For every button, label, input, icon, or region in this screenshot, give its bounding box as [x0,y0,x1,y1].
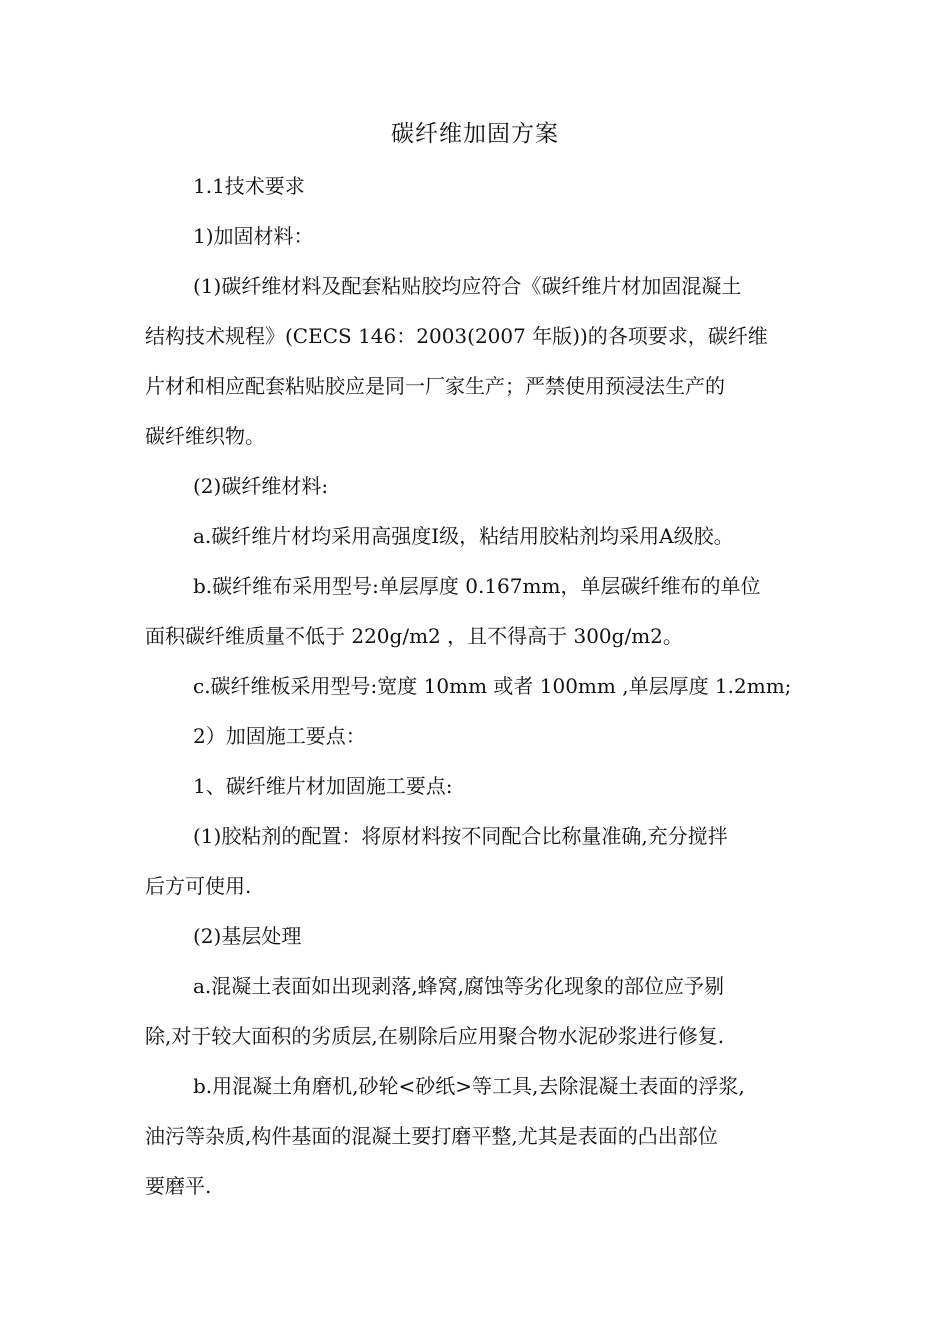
paragraph-line: (1)胶粘剂的配置：将原材料按不同配合比称量准确,充分搅拌 [193,824,728,848]
paragraph-line: c.碳纤维板采用型号:宽度 10mm 或者 100mm ,单层厚度 1.2mm; [193,674,792,698]
paragraph-line: 要磨平. [145,1174,212,1198]
paragraph-line: 结构技术规程》(CECS 146：2003(2007 年版))的各项要求，碳纤维 [145,324,768,348]
paragraph-line: (1)碳纤维材料及配套粘贴胶均应符合《碳纤维片材加固混凝土 [193,274,742,298]
paragraph-line: 碳纤维织物。 [145,424,265,448]
paragraph-line: b.用混凝土角磨机,砂轮<砂纸>等工具,去除混凝土表面的浮浆, [193,1074,745,1098]
paragraph-line: a.混凝土表面如出现剥落,蜂窝,腐蚀等劣化现象的部位应予剔 [193,974,724,998]
subheading-carbon-fiber-materials: (2)碳纤维材料: [193,474,329,498]
paragraph-line: b.碳纤维布采用型号:单层厚度 0.167mm，单层碳纤维布的单位 [193,574,761,598]
document-title: 碳纤维加固方案 [391,121,559,147]
paragraph-line: a.碳纤维片材均采用高强度Ⅰ级，粘结用胶粘剂均采用A级胶。 [193,524,734,548]
paragraph-line: 面积碳纤维质量不低于 220g/m2 ，且不得高于 300g/m2。 [145,624,683,648]
paragraph-line: 油污等杂质,构件基面的混凝土要打磨平整,尤其是表面的凸出部位 [145,1124,718,1148]
paragraph-line: 后方可使用. [145,874,252,898]
heading-tech-requirements: 1.1技术要求 [193,174,305,198]
subheading-sheet-construction: 1、碳纤维片材加固施工要点: [193,774,453,798]
paragraph-line: 片材和相应配套粘贴胶应是同一厂家生产；严禁使用预浸法生产的 [145,374,725,398]
subheading-base-treatment: (2)基层处理 [193,924,302,948]
subheading-materials: 1)加固材料： [193,224,314,248]
paragraph-line: 除,对于较大面积的劣质层,在剔除后应用聚合物水泥砂浆进行修复. [145,1024,725,1048]
subheading-construction-points: 2）加固施工要点： [193,724,366,748]
